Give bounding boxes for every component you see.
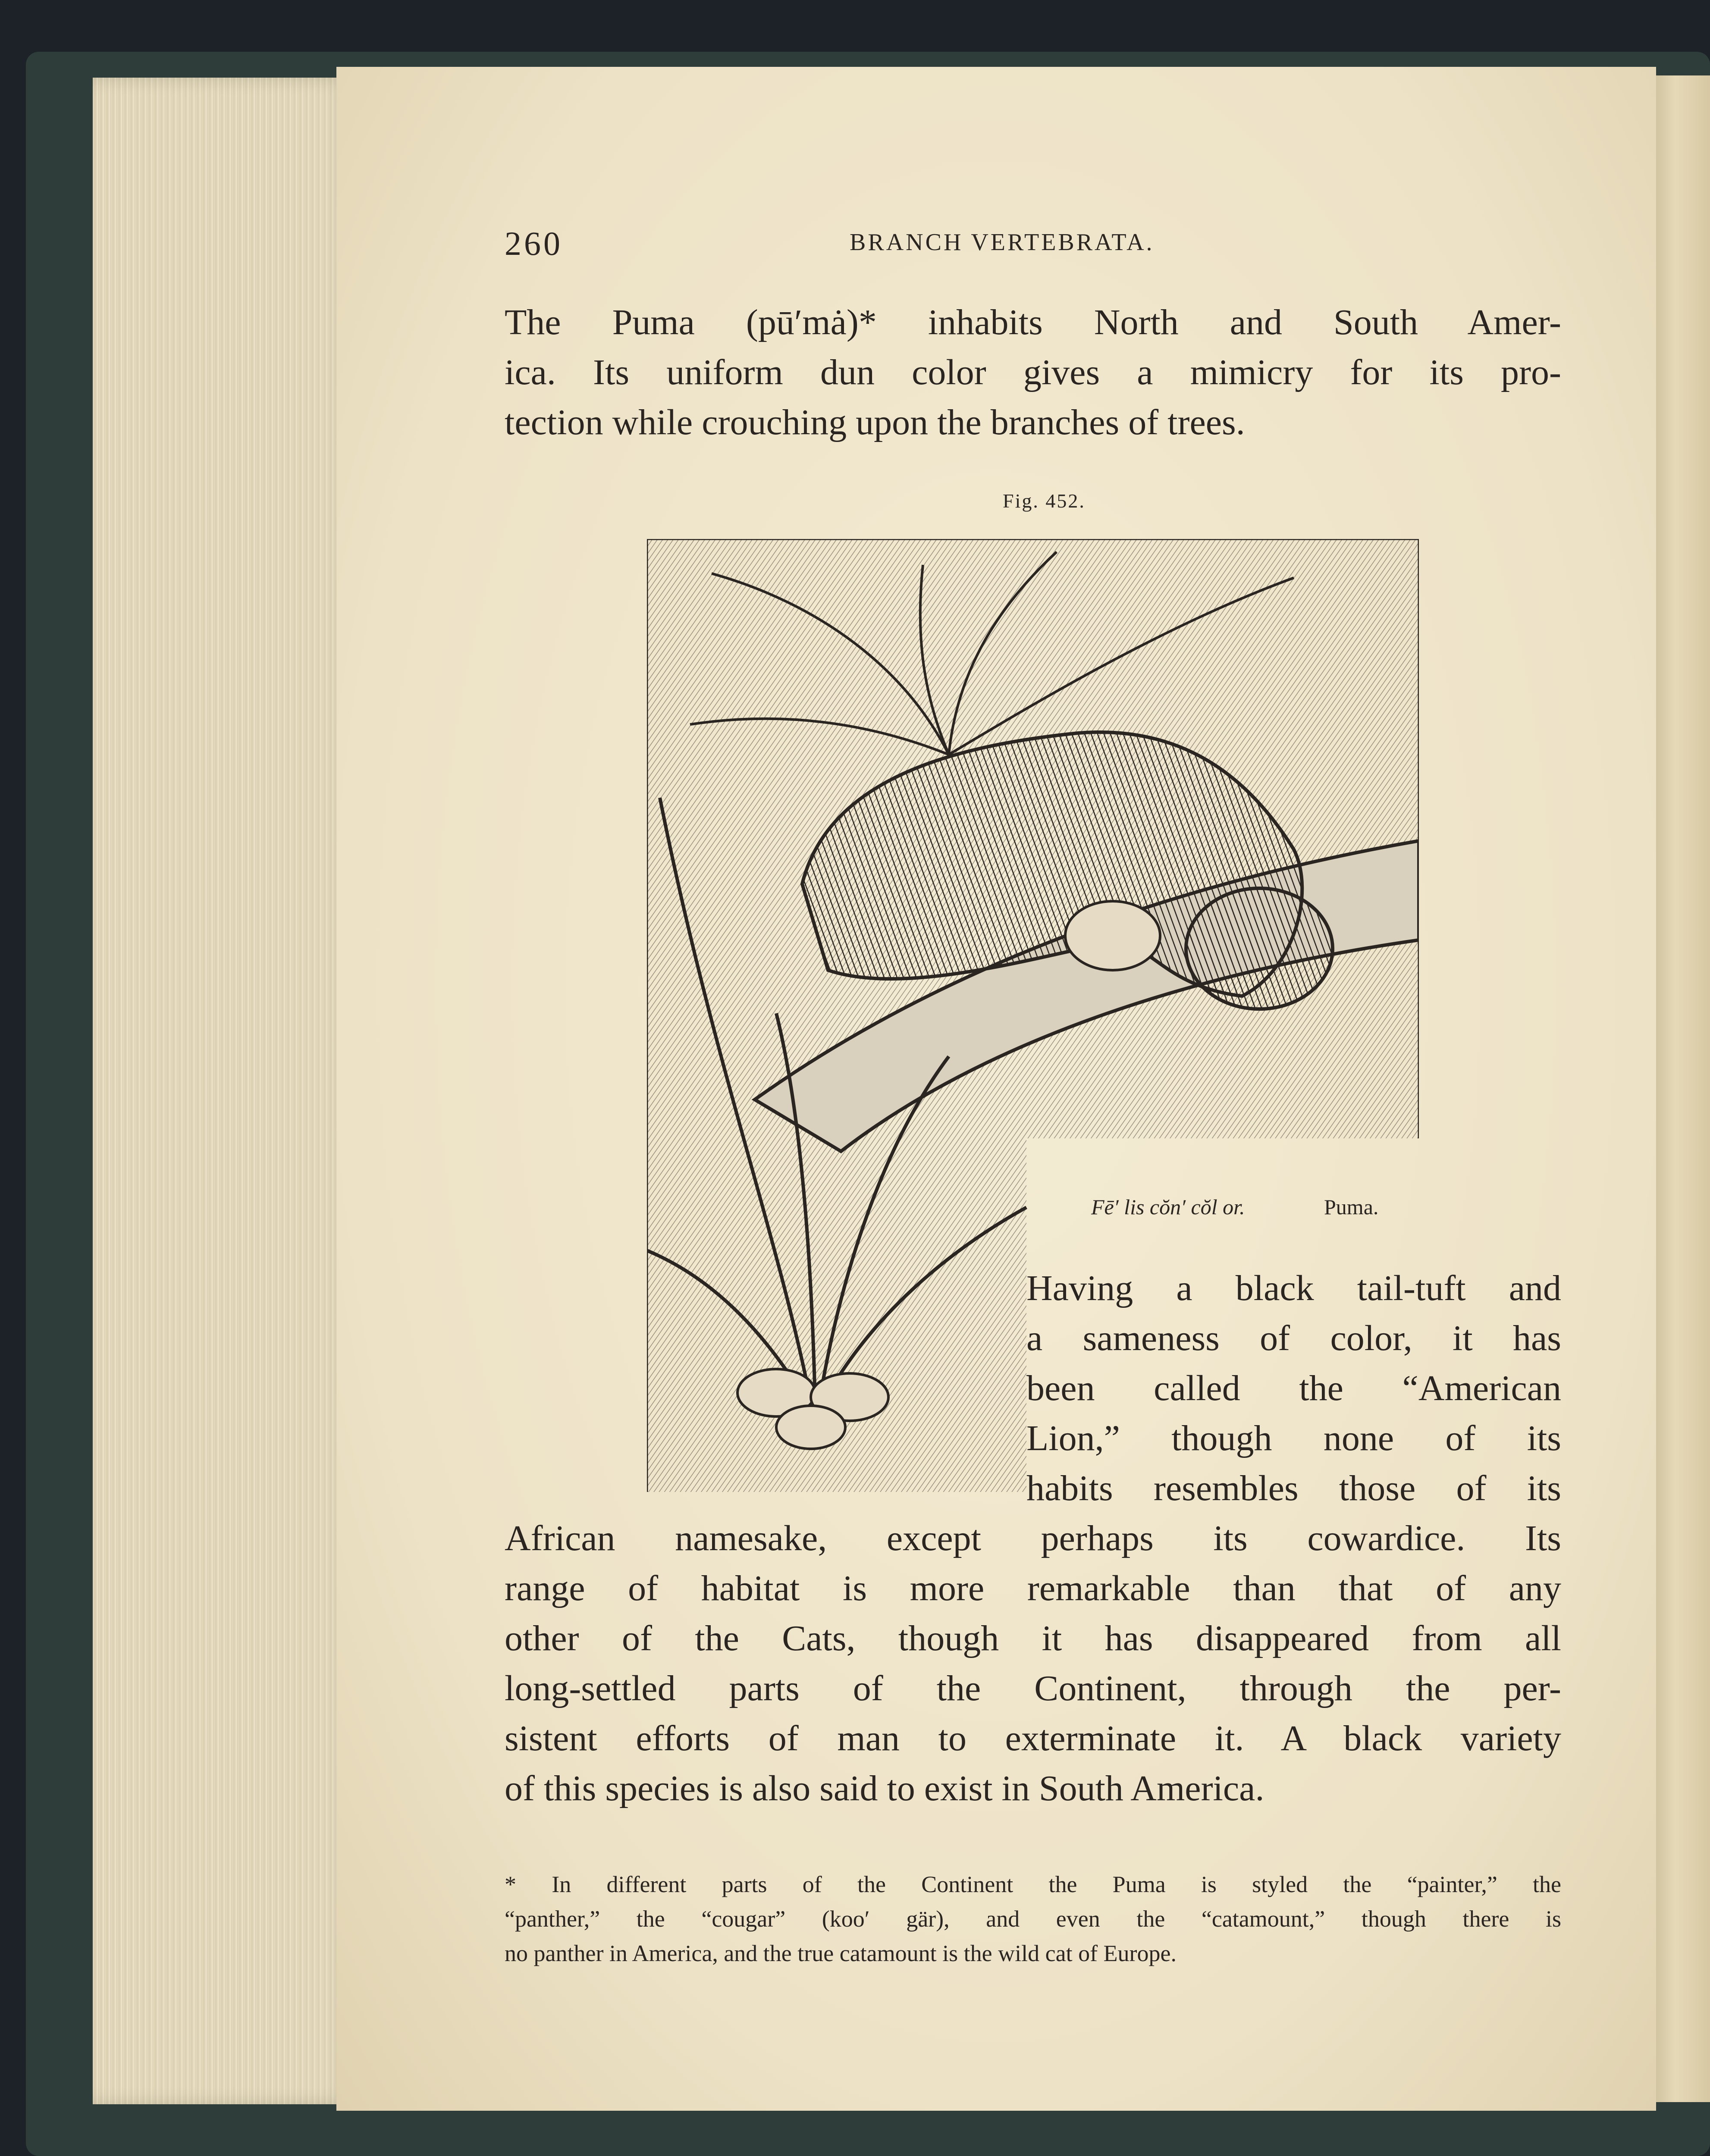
text-line: of this species is also said to exist in South America. [505,1768,1264,1808]
text-line: Having a black tail-tuft and [1026,1268,1561,1308]
footnote [505,1867,1561,1971]
footnote-line: * In different parts of the Continent the Puma is styled the “painter,” the [505,1871,1561,1897]
paragraph-intro [505,298,1561,448]
text-line: habits resembles those of its [1026,1468,1561,1508]
text-line: tection while crouching upon the branches of trees. [505,402,1245,442]
paragraph-body [505,1514,1561,1814]
text-line: range of habitat is more remarkable than that of any [505,1568,1561,1608]
facing-page-edge [1652,75,1710,2102]
text-line: African namesake, except perhaps its cowardice. Its [505,1518,1561,1558]
figure-caption-common: Puma. [1324,1195,1379,1219]
text-line: sistent efforts of man to exterminate it. A black variety [505,1718,1561,1758]
text-line: The Puma (pū′mȧ)* inhabits North and South Amer- [505,302,1561,342]
footnote-line: no panther in America, and the true catamount is the wild cat of Europe. [505,1940,1177,1966]
text-line: long-settled parts of the Continent, through the per- [505,1668,1561,1708]
page-number: 260 [505,225,563,262]
text-line: been called the “American [1026,1368,1561,1408]
text-line: a sameness of color, it has [1026,1318,1561,1358]
running-title: BRANCH VERTEBRATA. [850,229,1155,256]
text-line: Lion,” though none of its [1026,1418,1561,1458]
figure-caption-latin: Fē′ lis cŏn′ cŏl or. [1091,1195,1245,1219]
puma-paw [1065,901,1160,970]
page-edges [93,78,351,2104]
puma-head [1186,888,1333,1009]
text-line: ica. Its uniform dun color gives a mimicry for its pro- [505,352,1561,392]
footnote-line: “panther,” the “cougar” (koo′ gär), and even the “catamount,” though there is [505,1906,1561,1932]
figure-label: Fig. 452. [1003,490,1086,512]
text-line: other of the Cats, though it has disappeared from all [505,1618,1561,1658]
paragraph-wrapped [1026,1263,1561,1514]
